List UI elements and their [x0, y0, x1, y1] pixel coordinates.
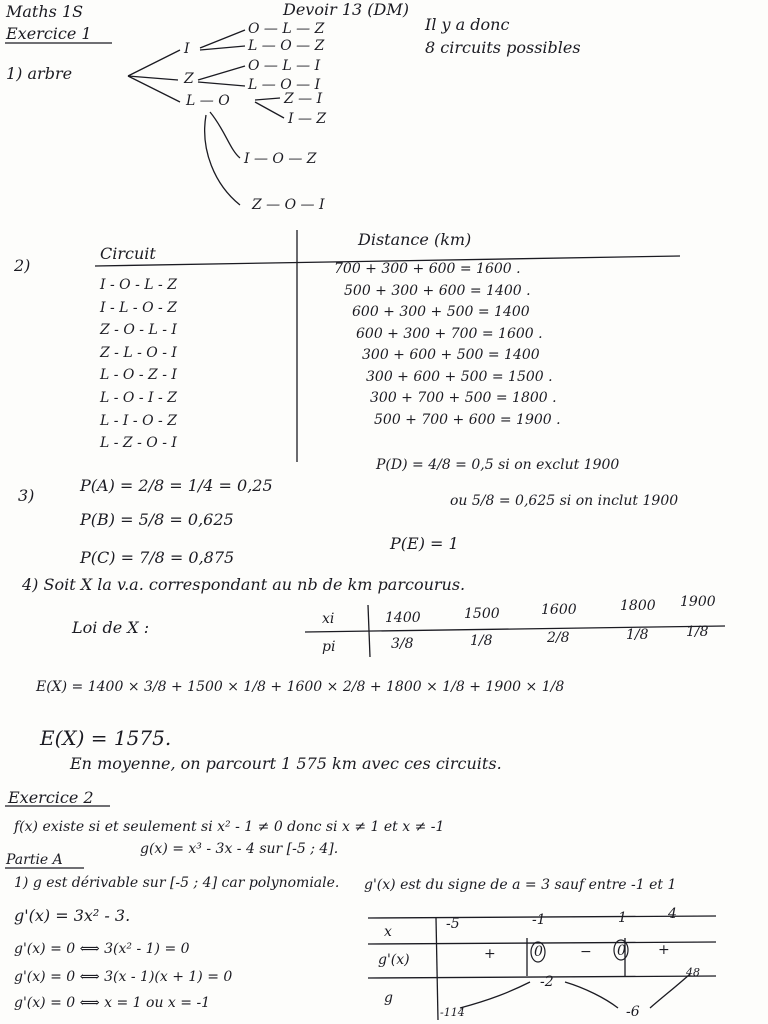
tree-leaf-3: O — L — I	[248, 58, 321, 74]
circuit-row: L - O - I - Z	[100, 390, 177, 406]
circuit-row: L - I - O - Z	[100, 412, 177, 429]
law-x-cell: 1400	[385, 610, 421, 626]
var-g-4: 48	[686, 966, 700, 979]
distance-row: 600 + 300 + 500 = 1400	[352, 304, 530, 320]
tree-leaf-8: Z — O — I	[252, 197, 325, 213]
circuit-row: Z - L - O - I	[100, 344, 177, 361]
var-x-label: x	[384, 924, 392, 940]
var-x-2: -1	[532, 912, 546, 928]
var-x-4: 4	[668, 906, 677, 922]
q4-line-2: Loi de X :	[72, 618, 150, 637]
tree-leaf-5: Z — I	[284, 91, 323, 107]
ex2-line-1: f(x) existe si et seulement si x² - 1 ≠ 0 donc si x ≠ 1 et x ≠ -1	[14, 819, 445, 835]
law-xi-label: xi	[322, 611, 335, 627]
prob-a: P(A) = 2/8 = 1/4 = 0,25	[80, 476, 273, 495]
ex1-title: Exercice 1	[6, 24, 92, 43]
distance-row: 700 + 300 + 600 = 1600 .	[334, 261, 521, 277]
expectation-line: E(X) = 1400 × 3/8 + 1500 × 1/8 + 1600 × 2/8 + 1800 × 1/8 + 1900 × 1/8	[36, 679, 565, 695]
circuit-row: L - O - Z - I	[100, 367, 177, 384]
prob-c: P(C) = 7/8 = 0,875	[80, 548, 235, 567]
tree-branch-2: Z	[184, 71, 194, 87]
header-center: Devoir 13 (DM)	[283, 0, 409, 19]
tree-leaf-6: I — Z	[288, 111, 327, 127]
note-line-2: 8 circuits possibles	[425, 38, 581, 57]
var-gp-label: g'(x)	[378, 952, 410, 968]
note-line-1: Il y a donc	[425, 15, 510, 34]
law-p-cell: 2/8	[547, 630, 570, 646]
var-sign-4: 0	[617, 943, 626, 959]
q2-label: 2)	[14, 256, 31, 275]
distance-row: 600 + 300 + 700 = 1600 .	[356, 325, 543, 342]
ex2-q1: 1) g est dérivable sur [-5 ; 4] car polynomiale.	[14, 875, 340, 891]
part-a-title: Partie A	[6, 852, 63, 868]
prob-d-line-1: P(D) = 4/8 = 0,5 si on exclut 1900	[376, 457, 620, 473]
law-p-cell: 3/8	[391, 636, 414, 652]
ex2-line-2: g(x) = x³ - 3x - 4 sur [-5 ; 4].	[140, 841, 339, 857]
tree-branch-3: L — O	[186, 93, 230, 109]
var-x-3: 1	[618, 910, 627, 926]
header-left: Maths 1S	[6, 2, 84, 21]
var-g-label: g	[384, 990, 393, 1006]
prob-e: P(E) = 1	[390, 534, 459, 553]
tree-leaf-2: L — O — Z	[248, 38, 325, 54]
law-x-cell: 1600	[541, 602, 577, 618]
var-g-2: -2	[540, 974, 554, 990]
var-sign-1: +	[484, 946, 496, 962]
tree-leaf-1: O — L — Z	[248, 21, 325, 37]
equation-2: g'(x) = 0 ⟺ 3(x - 1)(x + 1) = 0	[14, 969, 233, 985]
law-p-cell: 1/8	[686, 624, 709, 640]
distance-row: 500 + 300 + 600 = 1400 .	[344, 282, 531, 299]
equation-1: g'(x) = 0 ⟺ 3(x² - 1) = 0	[14, 941, 190, 957]
q4-line-1: 4) Soit X la v.a. correspondant au nb de km parcourus.	[22, 575, 466, 594]
distance-row: 300 + 700 + 500 = 1800 .	[370, 390, 557, 406]
var-sign-3: −	[580, 944, 592, 960]
circuit-row: L - Z - O - I	[100, 435, 177, 452]
distance-row: 500 + 700 + 600 = 1900 .	[374, 411, 561, 428]
expectation-conclusion: En moyenne, on parcourt 1 575 km avec ces circuits.	[70, 754, 502, 773]
distance-row: 300 + 600 + 500 = 1500 .	[366, 368, 553, 385]
tree-leaf-7: I — O — Z	[244, 151, 317, 167]
law-p-cell: 1/8	[470, 633, 493, 649]
q3-label: 3)	[18, 486, 35, 505]
law-x-cell: 1900	[680, 594, 716, 610]
derivative: g'(x) = 3x² - 3.	[14, 906, 131, 925]
col-distance: Distance (km)	[358, 230, 472, 249]
circuit-row: I - L - O - Z	[100, 299, 177, 316]
var-sign-5: +	[658, 942, 670, 958]
var-g-1: -114	[440, 1006, 465, 1019]
q1-label: 1) arbre	[6, 64, 73, 83]
equation-3: g'(x) = 0 ⟺ x = 1 ou x = -1	[14, 995, 211, 1011]
law-pi-label: pi	[322, 639, 336, 655]
sign-note: g'(x) est du signe de a = 3 sauf entre -1 et 1	[364, 877, 677, 893]
expectation-result: E(X) = 1575.	[40, 726, 172, 750]
circuit-row: Z - O - L - I	[100, 322, 177, 339]
tree-leaf-4: L — O — I	[248, 77, 321, 93]
var-x-1: -5	[446, 916, 460, 932]
law-x-cell: 1800	[620, 598, 656, 614]
ex2-title: Exercice 2	[8, 788, 94, 807]
var-g-3: -6	[626, 1004, 640, 1020]
distance-row: 300 + 600 + 500 = 1400	[362, 347, 540, 363]
law-x-cell: 1500	[464, 606, 500, 622]
tree-branch-1: I	[184, 41, 190, 57]
law-p-cell: 1/8	[626, 627, 649, 643]
prob-d-line-2: ou 5/8 = 0,625 si on inclut 1900	[450, 493, 679, 509]
circuit-row: I - O - L - Z	[100, 277, 177, 293]
col-circuit: Circuit	[100, 244, 156, 263]
prob-b: P(B) = 5/8 = 0,625	[80, 510, 234, 529]
var-sign-2: 0	[534, 944, 543, 960]
